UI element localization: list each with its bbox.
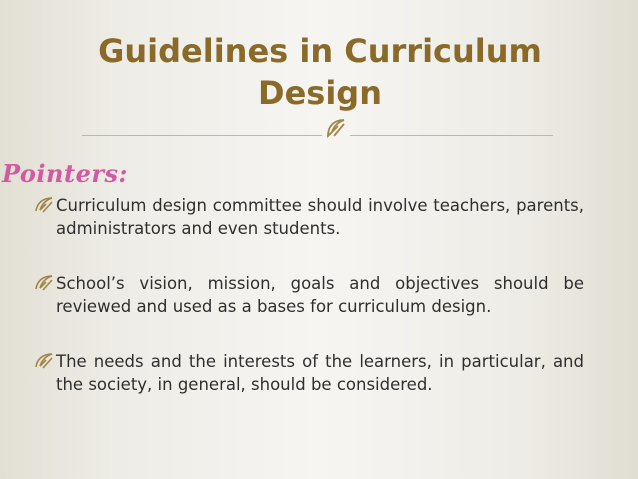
bullet-item-1: Curriculum design committee should involve teachers, parents, administrators and even students. xyxy=(56,196,584,238)
bullet-icon xyxy=(34,352,54,370)
title-divider-left xyxy=(82,135,322,136)
ornament-icon xyxy=(324,116,348,140)
bullet-icon xyxy=(34,196,54,214)
bullet-item-3: The needs and the interests of the learners, in particular, and the society, in general, should be considered. xyxy=(56,352,584,394)
title-divider-right xyxy=(350,135,553,136)
bullet-item-2: School’s vision, mission, goals and objectives should be reviewed and used as a bases for curriculum design. xyxy=(56,274,584,316)
slide-title: Guidelines in Curriculum Design xyxy=(98,32,542,112)
pointers-heading: Pointers: xyxy=(2,159,128,188)
bullet-icon xyxy=(34,274,54,292)
